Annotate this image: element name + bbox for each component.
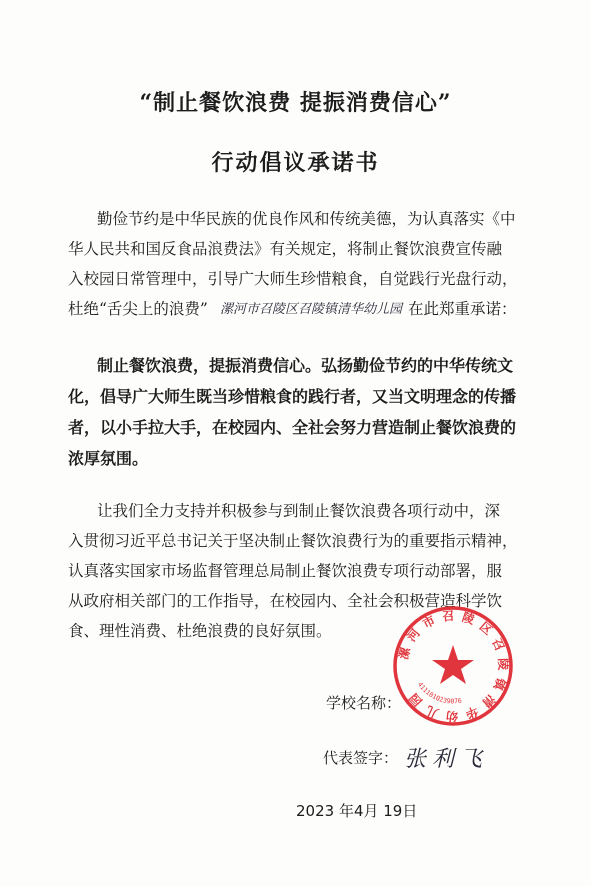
paragraph-text: 让我们全力支持并积极参与到制止餐饮浪费各项行动中，深 [97, 502, 501, 520]
representative-signature-label: 代表签字： [323, 749, 399, 767]
paragraph1-line [0, 237, 591, 267]
paragraph-text: 在此郑重承诺： [408, 300, 517, 318]
document-title: “制止餐饮浪费 提振消费信心” [139, 90, 452, 116]
document-date: 2023 年4月 19日 [296, 802, 418, 820]
document-subtitle: 行动倡议承诺书 [211, 150, 380, 176]
paragraph3-line [0, 529, 591, 559]
school-name-label: 学校名称： [326, 694, 402, 712]
paragraph2-line [0, 353, 591, 383]
paragraph-text: 食、理性消费、杜绝浪费的良好氛围。 [68, 622, 332, 640]
paragraph-text: 勤俭节约是中华民族的优良作风和传统美德，为认真落实《中 [97, 210, 516, 228]
paragraph-text: 化，倡导广大师生既当珍惜粮食的践行者，又当文明理念的传播 [68, 387, 517, 406]
paragraph-text: 入校园日常管理中，引导广大师生珍惜粮食，自觉践行光盘行动， [68, 270, 518, 288]
paragraph-text: 制止餐饮浪费，提振消费信心。弘扬勤俭节约的中华传统文 [97, 356, 514, 375]
paragraph3-line [0, 559, 591, 589]
paragraph-text: 杜绝“舌尖上的浪费” [68, 300, 208, 318]
paragraph-text: 入贯彻习近平总书记关于坚决制止餐饮浪费行为的重要指示精神， [68, 532, 518, 550]
seal-text: 漯河市召陵区召陵镇清华幼儿园 [396, 608, 511, 724]
paragraph-text: 浓厚氛围。 [68, 449, 149, 468]
seal-star-icon [432, 645, 474, 684]
paragraph2-line [0, 384, 591, 414]
handwritten-school-name: 漯河市召陵区召陵镇清华幼儿园 [220, 302, 403, 317]
paragraph-text: 认真落实国家市场监督管理总局制止餐饮浪费专项行动部署，服 [68, 562, 503, 580]
paragraph3-line [0, 499, 591, 529]
paragraph2-line [0, 446, 591, 476]
paragraph-text: 华人民共和国反食品浪费法》有关规定，将制止餐饮浪费宣传融 [68, 240, 503, 258]
seal-number: 4111010239076 [415, 680, 463, 706]
representative-signature: 张利飞 [404, 747, 489, 772]
paragraph2-line [0, 415, 591, 445]
official-seal [392, 605, 514, 727]
paragraph1-line [0, 297, 591, 327]
paragraph1-line [0, 207, 591, 237]
paragraph1-line [0, 267, 591, 297]
paragraph-text: 从政府相关部门的工作指导，在校园内、全社会积极营造科学饮 [68, 592, 503, 610]
paragraph-text: 者，以小手拉大手，在校园内、全社会努力营造制止餐饮浪费的 [68, 418, 517, 437]
